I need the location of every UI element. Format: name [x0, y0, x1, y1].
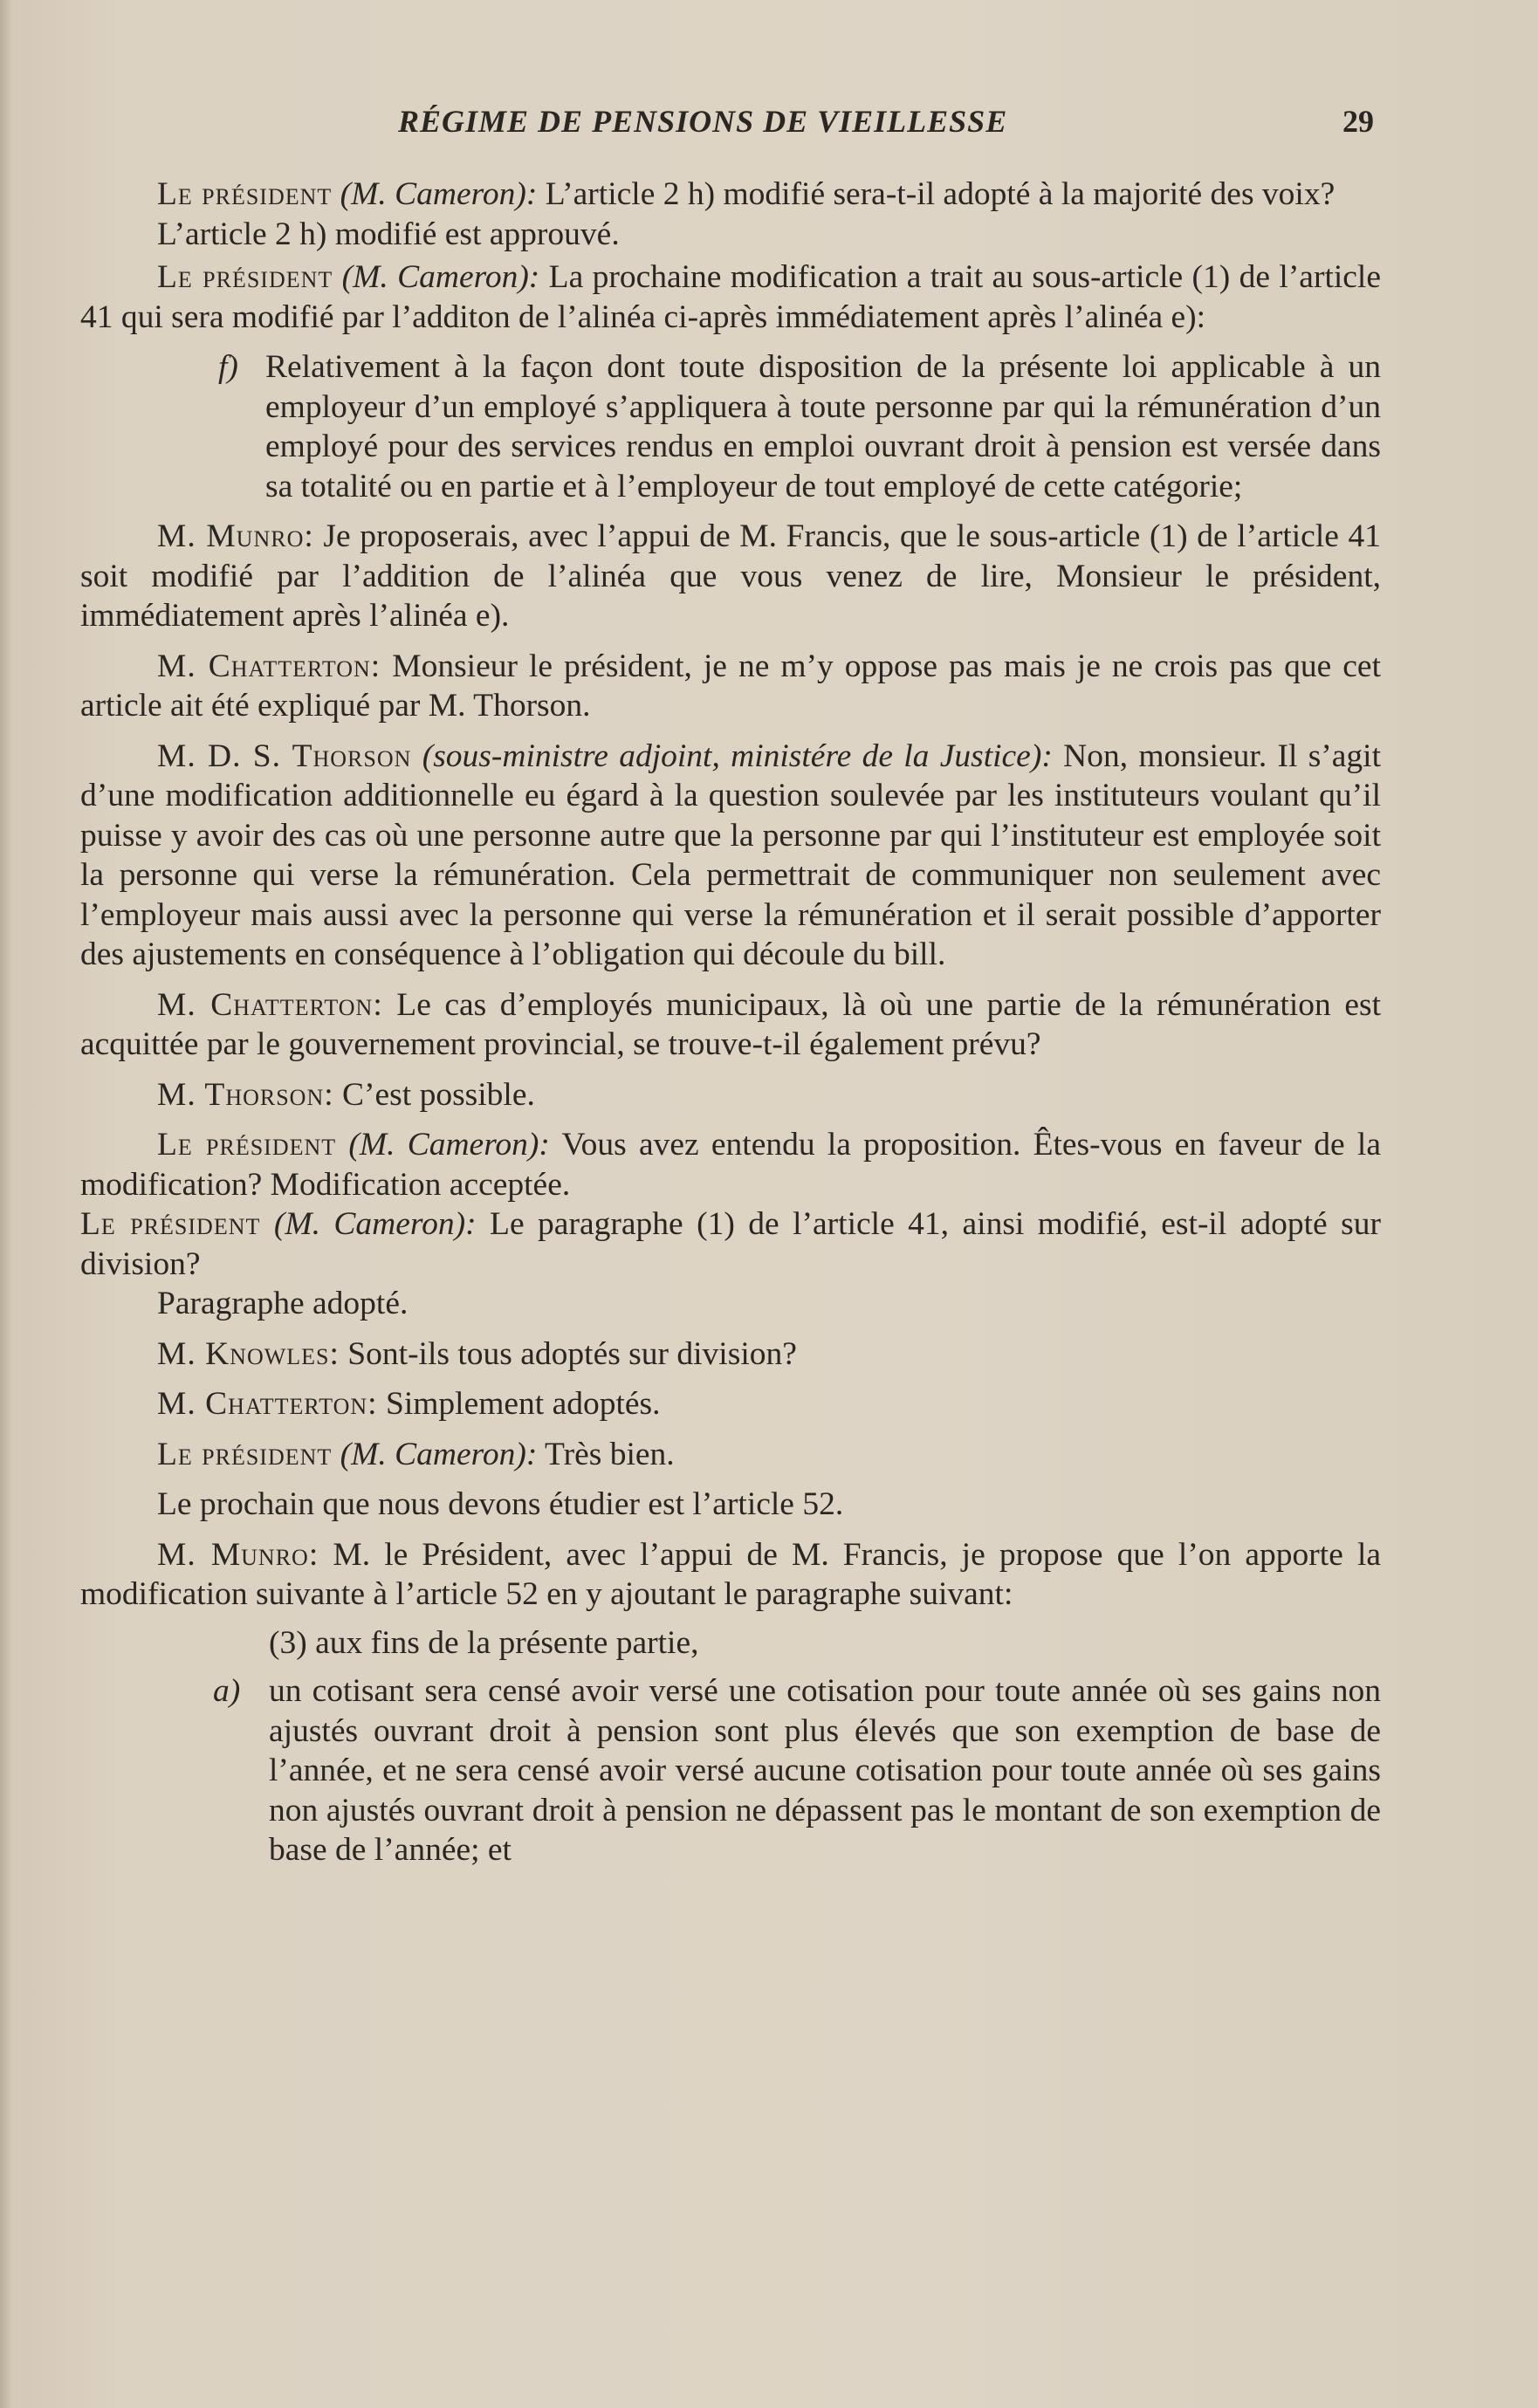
paragraph: [80, 985, 1381, 1065]
page-body: [80, 175, 1381, 1870]
paragraph-text: Simplement adoptés.: [385, 1386, 661, 1422]
speaker: M. Chatterton:: [157, 1386, 378, 1422]
speaker-role: (M. Cameron):: [341, 259, 540, 295]
clause-text: Relativement à la façon dont toute disposition de la présente loi applicable à un employeur d’un employé s’appliquera à toute personne par qui la rémunération d’un employé pour des services rendus en emploi ouvrant droit à pension est versée dans sa totalité ou en partie et à l’employeur de tout employé de cette catégorie;: [265, 349, 1381, 504]
paragraph: [80, 1435, 1381, 1475]
speaker-role: (M. Cameron):: [273, 1206, 477, 1242]
speaker: M. Munro:: [157, 1536, 319, 1573]
paragraph: [80, 1125, 1381, 1204]
paragraph: [80, 1284, 1381, 1324]
page-edge-shadow: [0, 0, 12, 2408]
speaker: M. Munro:: [157, 518, 314, 554]
speaker: M. D. S. Thorson: [157, 737, 412, 774]
paragraph-text: L’article 2 h) modifié est approuvé.: [157, 216, 620, 252]
paragraph: [80, 517, 1381, 636]
paragraph-text: Sont-ils tous adoptés sur division?: [347, 1335, 797, 1372]
paragraph-text: M. le Président, avec l’appui de M. Francis, je propose que l’on apporte la modification suivante à l’article 52 en y ajoutant le paragraphe suivant:: [80, 1536, 1382, 1612]
paragraph: [80, 647, 1381, 726]
quoted-subsection: [80, 1623, 1381, 1664]
paragraph: [80, 737, 1381, 975]
speaker-role: (M. Cameron):: [340, 176, 538, 212]
speaker: M. Chatterton:: [157, 986, 383, 1023]
subsection-text: (3) aux fins de la présente partie,: [269, 1624, 699, 1661]
speaker: Le président: [157, 176, 333, 212]
quoted-clause: [80, 347, 1381, 506]
paragraph: [80, 1204, 1381, 1284]
paragraph-text: Monsieur le président, je ne m’y oppose pas mais je ne crois pas que cet article ait été expliqué par M. Thorson.: [80, 648, 1382, 724]
speaker: M. Knowles:: [157, 1335, 340, 1372]
quoted-clause: [80, 1671, 1381, 1870]
paragraph-text: C’est possible.: [342, 1076, 535, 1113]
paragraph: [80, 1075, 1381, 1115]
speaker-role: (M. Cameron):: [348, 1127, 550, 1163]
speaker: Le président: [80, 1206, 261, 1242]
clause-text: un cotisant sera censé avoir versé une cotisation pour toute année où ses gains non ajustés ouvrant droit à pension sont plus élevés que son exemption de base de l’année, et ne sera censé avoir versé aucune cotisation pour toute année où ses gains non ajustés ouvrant droit à pension ne dépassent pas le montant de son exemption de base de l’année; et: [269, 1673, 1381, 1868]
paragraph: [80, 1535, 1381, 1615]
speaker-role: (sous-ministre adjoint, ministére de la Justice):: [422, 737, 1053, 774]
page-header: [0, 103, 1538, 145]
paragraph-text: La prochaine modification a trait au sous-article (1) de l’article 41 qui sera modifié par l’additon de l’alinéa ci-après immédiatement après l’alinéa e):: [80, 259, 1381, 335]
speaker: Le président: [157, 1436, 333, 1472]
clause-marker: a): [213, 1673, 241, 1709]
paragraph-text: Le prochain que nous devons étudier est l’article 52.: [157, 1486, 844, 1522]
paragraph-text: Non, monsieur. Il s’agit d’une modification additionnelle eu égard à la question soulevée par les instituteurs voulant qu’il puisse y avoir des cas où une personne autre que la personne par qui l’instituteur est employée soit la personne qui verse la rémunération. Cela permettrait de communiquer non seulement avec l’employeur mais aussi avec la personne qui verse la rémunération et il serait possible d’apporter des ajustements en conséquence à l’obligation qui découle du bill.: [80, 737, 1382, 972]
paragraph-text: Paragraphe adopté.: [157, 1286, 409, 1321]
paragraph: [80, 257, 1381, 337]
paragraph: [80, 1485, 1381, 1525]
speaker: M. Thorson:: [157, 1076, 334, 1113]
paragraph-text: Le paragraphe (1) de l’article 41, ainsi modifié, est-il adopté sur division?: [80, 1206, 1381, 1282]
speaker: M. Chatterton:: [157, 648, 381, 684]
paragraph-text: Le cas d’employés municipaux, là où une partie de la rémunération est acquittée par le gouvernement provincial, se trouve-t-il également prévu?: [80, 986, 1381, 1062]
paragraph-text: Vous avez entendu la proposition. Êtes-vous en faveur de la modification? Modification acceptée.: [80, 1127, 1381, 1203]
paragraph: [80, 215, 1381, 255]
paragraph: [80, 1384, 1381, 1424]
paragraph-text: Très bien.: [545, 1436, 675, 1472]
paragraph: [80, 175, 1381, 215]
page-number: 29: [1342, 104, 1374, 139]
speaker: Le président: [157, 259, 333, 295]
running-title: RÉGIME DE PENSIONS DE VIEILLESSE: [398, 104, 1008, 139]
paragraph-text: L’article 2 h) modifié sera-t-il adopté à la majorité des voix?: [545, 176, 1335, 212]
speaker: Le président: [157, 1127, 337, 1163]
clause-marker: f): [218, 349, 238, 385]
paragraph-text: Je proposerais, avec l’appui de M. Francis, que le sous-article (1) de l’article 41 soit modifié par l’addition de l’alinéa que vous venez de lire, Monsieur le président, immédiatement après l’alinéa e).: [80, 518, 1382, 634]
speaker-role: (M. Cameron):: [340, 1436, 538, 1472]
paragraph: [80, 1334, 1381, 1375]
